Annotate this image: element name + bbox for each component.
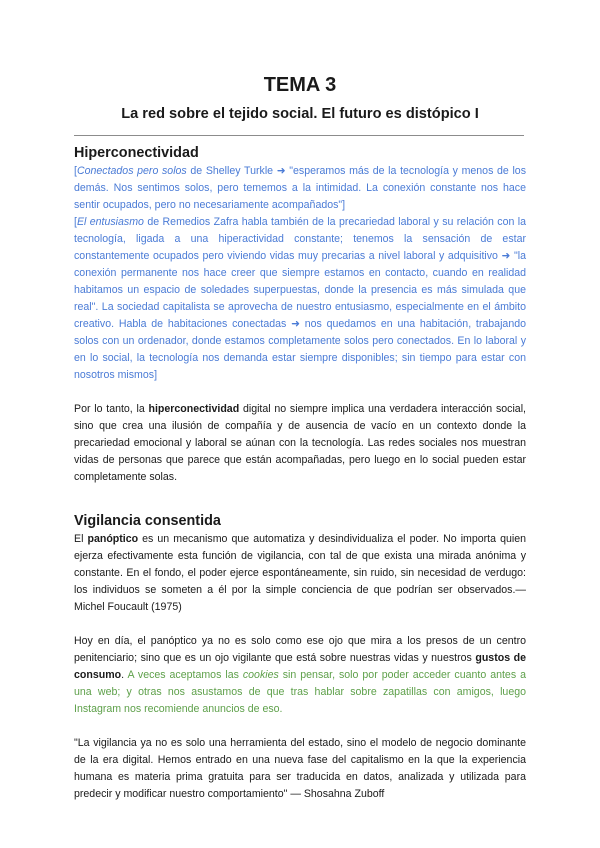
- title-divider: [74, 135, 524, 136]
- highlight-cookies: [74, 669, 526, 715]
- text-run: Por lo tanto, la: [74, 403, 149, 415]
- spacer: [74, 384, 526, 401]
- paragraph-hiperconectividad: [74, 401, 526, 486]
- book-title-turkle: Conectados pero solos: [76, 165, 187, 177]
- text-run: .: [121, 669, 128, 681]
- text-run: digital no siempre implica una verdadera interacción social, sino que crea una ilusión de compañía y de ausencia de vacío en un contexto donde la precariedad emocional y laboral se aúnan con la tecnología. Las redes sociales nos muestran vidas de personas que parece que están acompañadas, pero luego en lo social pueden estar completamente solas.: [74, 403, 526, 483]
- book-title-zafra: El entusiasmo: [76, 216, 144, 228]
- text-run: El: [74, 533, 88, 545]
- paragraph-panoptico-hoy: [74, 633, 526, 718]
- text-run: sin pensar, solo por poder acceder cuanto antes a una web; y otras nos asustamos de que tras hablar sobre zapatillas con amigos, luego Instagram nos recomiende anuncios de eso.: [74, 669, 526, 715]
- spacer: [74, 486, 526, 503]
- italic-term: cookies: [242, 669, 279, 681]
- page-title: TEMA 3: [263, 74, 337, 96]
- spacer: [74, 616, 526, 633]
- bold-term: hiperconectividad: [148, 403, 240, 415]
- text-run: Hoy en día, el panóptico ya no es solo como ese ojo que mira a los presos de un centro penitenciario; sino que es un ojo vigilante que está sobre nuestras vidas y nuestros: [74, 635, 526, 664]
- note-zafra-text: de Remedios Zafra habla también de la precariedad laboral y su relación con la tecnología, ligada a una hiperactividad constante; tenemos la sensación de estar constantemente ocupados pero viviendo vidas muy precarias a nivel laboral y adquisitivo ➜ "la conexión permanente nos hace creer que siempre estamos en contacto, cuando en realidad habitamos un espacio de soledades superpuestas, donde la presencia es más simulada que real". La sociedad capitalista se aprovecha de nuestro entusiasmo, especialmente en el ámbito creativo. Habla de habitaciones conectadas ➜ nos quedamos en una habitación, trabajando solos con un ordenador, donde estamos completamente solos pero conectados. En lo laboral y en lo social, la tecnología nos demanda estar siempre disponibles; sin tiempo para estar con nosotros mismos]: [74, 216, 526, 381]
- spacer: [74, 503, 526, 512]
- section-heading-hiperconectividad: Hiperconectividad: [74, 145, 199, 161]
- bracket-open: [: [74, 216, 77, 228]
- text-run: es un mecanismo que automatiza y desindividualiza el poder. No importa quien ejerza efectivamente esta función de vigilancia, con tal de que exista una mirada anónima y constante. En el fondo, el poder ejerce espontáneamente, sin ruido, sin necesidad de verdugo: los individuos se someten a él por la simple conciencia de que podrían ser observados.— Michel Foucault (1975): [74, 533, 526, 613]
- bold-term: gustos de consumo: [74, 652, 527, 681]
- page-subtitle: La red sobre el tejido social. El futuro es distópico I: [121, 106, 479, 122]
- bracket-open: [: [74, 165, 77, 177]
- spacer: [74, 718, 526, 735]
- text-run: A veces aceptamos las: [127, 669, 243, 681]
- paragraph-panoptico: [74, 531, 526, 616]
- quote-zuboff: "La vigilancia ya no es solo una herramienta del estado, sino el modelo de negocio dominante de la era digital. Hemos entrado en una nueva fase del capitalismo en la que la experiencia humana es materia prima gratuita para ser traducida en datos, analizada y utilizada para predecir y modificar nuestro comportamiento" — Shosahna Zuboff: [74, 737, 526, 800]
- note-zafra: [74, 214, 526, 384]
- note-turkle: [74, 163, 526, 214]
- note-turkle-text: de Shelley Turkle ➜ "esperamos más de la tecnología y menos de los demás. Nos sentimos solos, pero tememos a la intimidad. La conexión constante nos hace sentir ocupados, pero no necesariamente acompañados"]: [74, 165, 526, 211]
- bold-term: panóptico: [87, 533, 139, 545]
- document-body: [74, 144, 526, 803]
- section-heading-vigilancia: Vigilancia consentida: [74, 513, 221, 529]
